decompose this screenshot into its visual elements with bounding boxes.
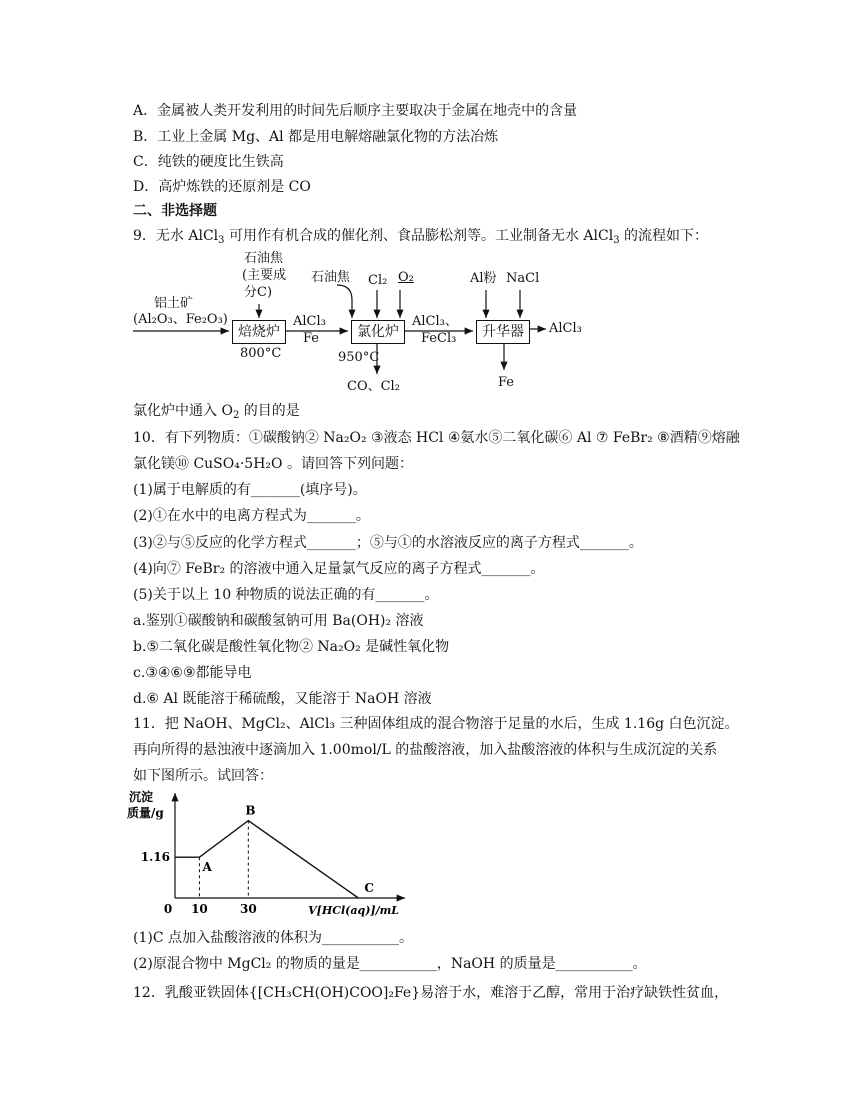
q10-p1: (1)属于电解质的有_______(填序号)。 bbox=[133, 482, 367, 498]
q9-flowchart bbox=[0, 0, 860, 400]
option-d: D．高炉炼铁的还原剂是 CO bbox=[133, 179, 311, 195]
flow-feed-label: 铝土矿 bbox=[154, 296, 194, 311]
x-axis-label: V[HCl(aq)]/mL bbox=[308, 904, 399, 917]
q11-line3: 如下图所示。试回答： bbox=[133, 768, 273, 784]
flow-arrow1-top: AlCl₃ bbox=[293, 314, 326, 329]
flow-product: AlCl₃ bbox=[549, 321, 582, 336]
flow-roaster-temp: 800°C bbox=[240, 346, 282, 361]
y-axis-label-1: 沉淀 bbox=[129, 790, 154, 804]
option-a: A．金属被人类开发利用的时间先后顺序主要取决于金属在地壳中的含量 bbox=[133, 103, 578, 119]
x-tick-label: 30 bbox=[239, 902, 257, 916]
flow-coke-label-1: 石油焦 bbox=[244, 251, 284, 266]
q10-p3: (3)②与⑤反应的化学方程式_______；⑤与①的水溶液反应的离子方程式_______。 bbox=[133, 535, 643, 551]
chart-svg bbox=[125, 785, 405, 925]
q12-line1: 12．乳酸亚铁固体{[CH₃CH(OH)COO]₂Fe}易溶于水，难溶于乙醇，常用于治疗缺铁性贫血， bbox=[133, 985, 729, 1001]
x-tick-label: 0 bbox=[163, 902, 173, 916]
flow-chlorinator-temp: 950°C bbox=[338, 350, 380, 365]
option-b: B．工业上金属 Mg、Al 都是用电解熔融氯化物的方法冶炼 bbox=[133, 129, 499, 145]
flow-sublimator-out: Fe bbox=[498, 375, 515, 390]
flow-arrow1-bot: Fe bbox=[303, 331, 320, 346]
q10-option-c: c.③④⑥⑨都能导电 bbox=[133, 665, 252, 681]
flow-al-powder: Al粉 bbox=[470, 271, 497, 286]
option-c: C．纯铁的硬度比生铁高 bbox=[133, 154, 284, 170]
q10-option-a: a.鉴别①碳酸钠和碳酸氢钠可用 Ba(OH)₂ 溶液 bbox=[133, 613, 424, 629]
q11-p1: (1)C 点加入盐酸溶液的体积为___________。 bbox=[133, 930, 413, 946]
flow-chlorinator-out: CO、Cl₂ bbox=[347, 379, 400, 394]
flow-nacl: NaCl bbox=[506, 271, 540, 286]
q11-p2: (2)原混合物中 MgCl₂ 的物质的量是___________，NaOH 的质量是___________。 bbox=[133, 956, 647, 972]
q10-p2: (2)①在水中的电离方程式为_______。 bbox=[133, 508, 370, 524]
y-axis-label-2: 质量/g bbox=[127, 806, 164, 820]
flow-coke2: 石油焦 bbox=[311, 270, 351, 285]
q10-option-d: d.⑥ Al 既能溶于稀硫酸，又能溶于 NaOH 溶液 bbox=[133, 691, 432, 707]
flow-o2: O₂ bbox=[398, 270, 414, 285]
q11-line2: 再向所得的悬浊液中逐滴加入 1.00mol/L 的盐酸溶液，加入盐酸溶液的体积与生成沉淀的关系 bbox=[133, 742, 718, 758]
q11-line1: 11．把 NaOH、MgCl₂、AlCl₃ 三种固体组成的混合物溶于足量的水后，生成 1.16g 白色沉淀。 bbox=[133, 716, 739, 732]
point-label: A bbox=[202, 860, 212, 875]
flow-coke-label-3: 分C) bbox=[244, 285, 273, 300]
y-tick-label: 1.16 bbox=[140, 850, 170, 865]
flow-arrow2-top: AlCl₃、 bbox=[412, 314, 458, 329]
flow-box-chlorinator: 氯化炉 bbox=[351, 320, 405, 344]
q10-p5: (5)关于以上 10 种物质的说法正确的有_______。 bbox=[133, 587, 439, 603]
section-title: 二、非选择题 bbox=[133, 203, 217, 219]
q9-stem: 9．无水 AlCl$_3$ 可用作有机合成的催化剂、食品膨松剂等。工业制备无水 AlCl$_3$ 的流程如下： bbox=[133, 228, 709, 246]
flow-cl2: Cl₂ bbox=[368, 273, 388, 288]
point-label: C bbox=[364, 881, 374, 895]
q10-p4: (4)向⑦ FeBr₂ 的溶液中通入足量氯气反应的离子方程式_______。 bbox=[133, 561, 545, 577]
q10-line1: 10．有下列物质：①碳酸钠② Na₂O₂ ③液态 HCl ④氨水⑤二氧化碳⑥ Al ⑦ FeBr₂ ⑧酒精⑨熔融 bbox=[133, 430, 740, 446]
x-tick-label: 10 bbox=[191, 902, 208, 916]
flow-box-roaster: 焙烧炉 bbox=[232, 320, 286, 344]
point-label: B bbox=[245, 803, 256, 818]
flow-coke-label-2: (主要成 bbox=[242, 268, 287, 283]
q10-option-b: b.⑤二氧化碳是酸性氧化物② Na₂O₂ 是碱性氧化物 bbox=[133, 639, 450, 655]
q11-chart bbox=[125, 785, 405, 925]
flow-arrow2-bot: FeCl₃ bbox=[421, 331, 457, 346]
flow-arrows bbox=[0, 0, 860, 400]
flow-feed-comp: (Al₂O₃、Fe₂O₃) bbox=[133, 312, 228, 327]
q10-line2: 氯化镁⑩ CuSO₄·5H₂O 。请回答下列问题： bbox=[133, 456, 413, 472]
flow-box-sublimator: 升华器 bbox=[476, 320, 530, 344]
q9-question: 氯化炉中通入 $O_2$ 的目的是 bbox=[133, 403, 300, 421]
